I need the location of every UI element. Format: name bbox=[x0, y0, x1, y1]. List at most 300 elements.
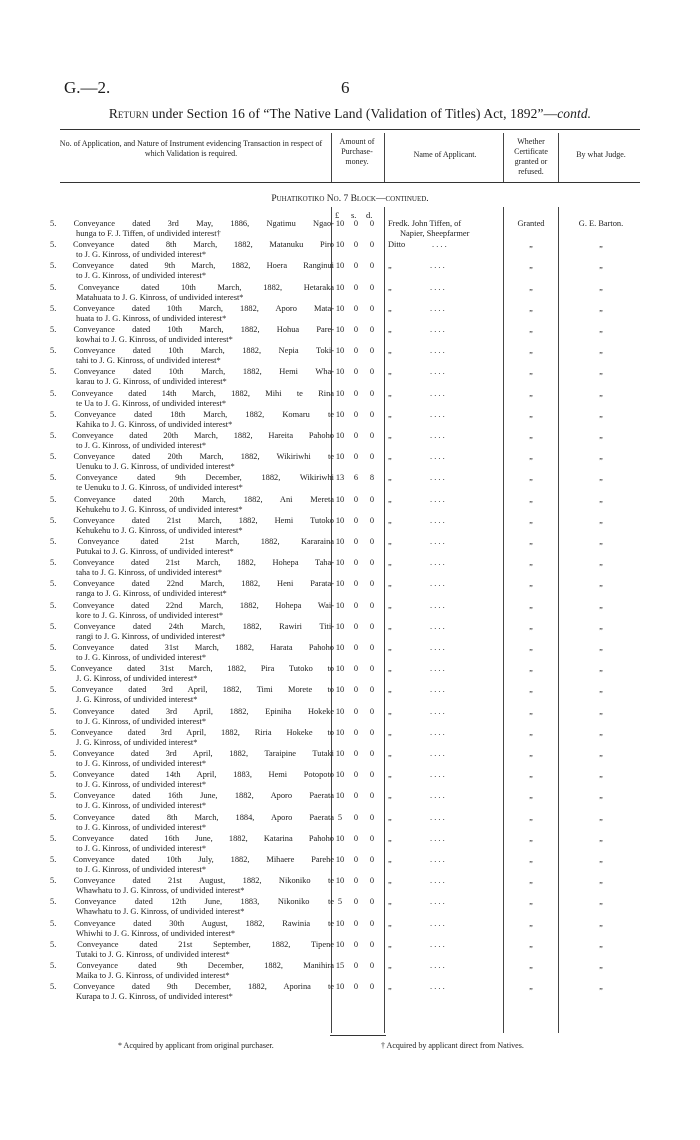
description-line: 5. Conveyance dated 3rd May, 1886, Ngatimu Ngao- bbox=[50, 219, 334, 228]
amount-shillings: 0 bbox=[353, 283, 359, 292]
applicant-line: „ bbox=[388, 325, 392, 334]
description-line: Tutaki to J. G. Kinross, of undivided interest* bbox=[76, 949, 230, 959]
table-row bbox=[0, 770, 700, 791]
transaction-description bbox=[50, 283, 334, 302]
judge-name: „ bbox=[599, 516, 603, 525]
amount-pence: 0 bbox=[369, 283, 375, 292]
table-row bbox=[0, 813, 700, 834]
amount-shillings: 0 bbox=[353, 707, 359, 716]
table-row bbox=[0, 240, 700, 261]
judge-name: „ bbox=[599, 876, 603, 885]
header-bottom-rule bbox=[60, 182, 640, 183]
table-row bbox=[0, 728, 700, 749]
judge-name: „ bbox=[599, 473, 603, 482]
header-divider bbox=[558, 133, 559, 182]
transaction-description bbox=[50, 452, 334, 471]
amount-pounds: 10 bbox=[335, 367, 345, 376]
amount-shillings: 0 bbox=[353, 495, 359, 504]
amount-pounds: 10 bbox=[335, 431, 345, 440]
description-line: 5. Conveyance dated 31st March, 1882, Harata Pahoho bbox=[50, 643, 334, 652]
amount-shillings: 0 bbox=[353, 770, 359, 779]
leader-dots: . . . . bbox=[430, 685, 445, 694]
amount-pounds: 10 bbox=[335, 919, 345, 928]
column-header-nature: No. of Application, and Nature of Instrument evidencing Transaction in respect of which Validation is required. bbox=[59, 139, 323, 158]
description-line: 5. Conveyance dated 8th March, 1884, Aporo Paerata bbox=[50, 813, 334, 822]
column-header-applicant: Name of Applicant. bbox=[413, 150, 477, 159]
applicant-line: „ bbox=[388, 283, 392, 292]
header-divider bbox=[503, 133, 504, 182]
judge-name: „ bbox=[599, 749, 603, 758]
applicant-line: „ bbox=[388, 897, 392, 906]
amount-shillings: 0 bbox=[353, 876, 359, 885]
description-line: to J. G. Kinross, of undivided interest* bbox=[76, 716, 207, 726]
description-line: 5. Conveyance dated 22nd March, 1882, Heni Parata- bbox=[50, 579, 334, 588]
leader-dots: . . . . bbox=[430, 919, 445, 928]
applicant-line: „ bbox=[388, 516, 392, 525]
description-line: Matahuata to J. G. Kinross, of undivided interest* bbox=[76, 292, 244, 302]
description-line: 5. Conveyance dated 21st March, 1882, Kararaina bbox=[50, 537, 334, 546]
transaction-description bbox=[50, 664, 334, 683]
description-line: 5. Conveyance dated 10th March, 1882, Nepia Toki- bbox=[50, 346, 334, 355]
amount-pounds: 10 bbox=[335, 325, 345, 334]
judge-name: „ bbox=[599, 707, 603, 716]
transaction-description bbox=[50, 834, 334, 853]
description-line: to J. G. Kinross, of undivided interest* bbox=[76, 440, 207, 450]
header-top-rule bbox=[60, 129, 640, 130]
column-header-judge: By what Judge. bbox=[576, 150, 626, 159]
judge-name: „ bbox=[599, 346, 603, 355]
applicant-line: „ bbox=[388, 579, 392, 588]
table-row bbox=[0, 452, 700, 473]
amount-pounds: 10 bbox=[335, 664, 345, 673]
transaction-description bbox=[50, 325, 334, 344]
leader-dots: . . . . bbox=[430, 940, 445, 949]
certificate-status: „ bbox=[529, 304, 533, 313]
amount-pence: 0 bbox=[369, 579, 375, 588]
amount-pounds: 10 bbox=[335, 940, 345, 949]
description-line: 5. Conveyance dated 21st March, 1882, Hemi Tutoko bbox=[50, 516, 334, 525]
shillings-label: s. bbox=[351, 210, 357, 220]
applicant-line: „ bbox=[388, 961, 392, 970]
leader-dots: . . . . bbox=[430, 643, 445, 652]
certificate-status: „ bbox=[529, 431, 533, 440]
amount-shillings: 0 bbox=[353, 940, 359, 949]
transaction-description bbox=[50, 813, 334, 832]
applicant-line: „ bbox=[388, 601, 392, 610]
transaction-description bbox=[50, 495, 334, 514]
description-line: ranga to J. G. Kinross, of undivided interest* bbox=[76, 588, 227, 598]
amount-shillings: 0 bbox=[353, 919, 359, 928]
table-row bbox=[0, 622, 700, 643]
amount-shillings: 0 bbox=[353, 982, 359, 991]
transaction-description bbox=[50, 601, 334, 620]
amount-pence: 0 bbox=[369, 876, 375, 885]
amount-pounds: 10 bbox=[335, 601, 345, 610]
amount-shillings: 0 bbox=[353, 685, 359, 694]
description-line: to J. G. Kinross, of undivided interest* bbox=[76, 822, 207, 832]
leader-dots: . . . . bbox=[430, 431, 445, 440]
description-line: to J. G. Kinross, of undivided interest* bbox=[76, 843, 207, 853]
judge-name: „ bbox=[599, 685, 603, 694]
leader-dots: . . . . bbox=[430, 749, 445, 758]
amount-pence: 0 bbox=[369, 516, 375, 525]
amount-pence: 0 bbox=[369, 367, 375, 376]
leader-dots: . . . . bbox=[430, 495, 445, 504]
amount-pounds: 10 bbox=[335, 240, 345, 249]
amount-shillings: 0 bbox=[353, 558, 359, 567]
amount-pence: 0 bbox=[369, 643, 375, 652]
description-line: 5. Conveyance dated 14th April, 1883, Hemi Potopoto bbox=[50, 770, 334, 779]
table-row bbox=[0, 601, 700, 622]
transaction-description bbox=[50, 473, 334, 492]
amount-pounds: 10 bbox=[335, 982, 345, 991]
certificate-status: „ bbox=[529, 940, 533, 949]
certificate-status: „ bbox=[529, 622, 533, 631]
pounds-label: £ bbox=[335, 210, 340, 220]
amount-pounds: 10 bbox=[335, 770, 345, 779]
table-row bbox=[0, 473, 700, 494]
amount-pounds: 10 bbox=[335, 834, 345, 843]
judge-name: „ bbox=[599, 495, 603, 504]
transaction-description bbox=[50, 367, 334, 386]
transaction-description bbox=[50, 240, 334, 259]
judge-name: „ bbox=[599, 325, 603, 334]
applicant-line: „ bbox=[388, 410, 392, 419]
pence-label: d. bbox=[366, 210, 373, 220]
description-line: to J. G. Kinross, of undivided interest* bbox=[76, 758, 207, 768]
amount-shillings: 0 bbox=[353, 601, 359, 610]
table-row bbox=[0, 707, 700, 728]
amount-pence: 0 bbox=[369, 495, 375, 504]
description-line: 5. Conveyance dated 21st March, 1882, Hohepa Taha- bbox=[50, 558, 334, 567]
table-row bbox=[0, 834, 700, 855]
amount-shillings: 0 bbox=[353, 897, 359, 906]
leader-dots: . . . . bbox=[430, 791, 445, 800]
amount-pence: 0 bbox=[369, 304, 375, 313]
description-line: 5. Conveyance dated 30th August, 1882, Rawinia te bbox=[50, 919, 334, 928]
certificate-status: „ bbox=[529, 261, 533, 270]
certificate-status: „ bbox=[529, 685, 533, 694]
header-divider bbox=[331, 133, 332, 182]
judge-name: „ bbox=[599, 261, 603, 270]
description-line: 5. Conveyance dated 3rd April, 1882, Timi Morete to bbox=[50, 685, 334, 694]
certificate-status: „ bbox=[529, 834, 533, 843]
applicant-line: „ bbox=[388, 664, 392, 673]
amount-pounds: 10 bbox=[335, 261, 345, 270]
transaction-description bbox=[50, 219, 334, 238]
amount-shillings: 0 bbox=[353, 516, 359, 525]
applicant-name bbox=[388, 219, 500, 238]
description-line: to J. G. Kinross, of undivided interest* bbox=[76, 249, 207, 259]
amount-pence: 0 bbox=[369, 897, 375, 906]
amount-pence: 0 bbox=[369, 919, 375, 928]
judge-name: „ bbox=[599, 813, 603, 822]
transaction-description bbox=[50, 940, 334, 959]
judge-name: „ bbox=[599, 961, 603, 970]
applicant-line: „ bbox=[388, 770, 392, 779]
leader-dots: . . . . bbox=[430, 664, 445, 673]
table-row bbox=[0, 389, 700, 410]
column-header-certificate: Whether Certificate granted or refused. bbox=[514, 137, 548, 176]
transaction-description bbox=[50, 685, 334, 704]
applicant-line: „ bbox=[388, 261, 392, 270]
amount-shillings: 0 bbox=[353, 749, 359, 758]
amount-shillings: 0 bbox=[353, 452, 359, 461]
description-line: te Uenuku to J. G. Kinross, of undivided interest* bbox=[76, 482, 243, 492]
table-row bbox=[0, 791, 700, 812]
certificate-status: „ bbox=[529, 240, 533, 249]
certificate-status: „ bbox=[529, 537, 533, 546]
leader-dots: . . . . bbox=[430, 728, 445, 737]
amount-pence: 0 bbox=[369, 325, 375, 334]
certificate-status: „ bbox=[529, 643, 533, 652]
certificate-status: „ bbox=[529, 579, 533, 588]
amount-pence: 0 bbox=[369, 961, 375, 970]
table-row bbox=[0, 219, 700, 240]
judge-name: „ bbox=[599, 982, 603, 991]
amount-shillings: 0 bbox=[353, 961, 359, 970]
amount-shillings: 0 bbox=[353, 431, 359, 440]
leader-dots: . . . . bbox=[430, 707, 445, 716]
applicant-line: „ bbox=[388, 304, 392, 313]
amount-pence: 0 bbox=[369, 622, 375, 631]
table-row bbox=[0, 897, 700, 918]
transaction-description bbox=[50, 707, 334, 726]
leader-dots: . . . . bbox=[430, 601, 445, 610]
applicant-line: „ bbox=[388, 919, 392, 928]
amount-pence: 0 bbox=[369, 240, 375, 249]
certificate-status: „ bbox=[529, 919, 533, 928]
applicant-line: „ bbox=[388, 940, 392, 949]
transaction-description bbox=[50, 261, 334, 280]
description-line: 5. Conveyance dated 24th March, 1882, Rawiri Titi- bbox=[50, 622, 334, 631]
amount-pence: 8 bbox=[369, 473, 375, 482]
leader-dots: . . . . bbox=[430, 473, 445, 482]
certificate-status: „ bbox=[529, 495, 533, 504]
certificate-status: „ bbox=[529, 791, 533, 800]
transaction-description bbox=[50, 897, 334, 916]
footnote-star: * Acquired by applicant from original purchaser. bbox=[118, 1041, 274, 1050]
certificate-status: „ bbox=[529, 813, 533, 822]
transaction-description bbox=[50, 516, 334, 535]
amount-pence: 0 bbox=[369, 749, 375, 758]
amount-shillings: 0 bbox=[353, 304, 359, 313]
amount-pence: 0 bbox=[369, 346, 375, 355]
transaction-description bbox=[50, 410, 334, 429]
amount-pounds: 10 bbox=[335, 219, 345, 228]
amount-pounds: 10 bbox=[335, 685, 345, 694]
amount-shillings: 0 bbox=[353, 791, 359, 800]
certificate-status: „ bbox=[529, 558, 533, 567]
description-line: 5. Conveyance dated 16th June, 1882, Katarina Pahoho bbox=[50, 834, 334, 843]
judge-name: „ bbox=[599, 537, 603, 546]
amount-pounds: 10 bbox=[335, 558, 345, 567]
amount-pounds: 10 bbox=[335, 728, 345, 737]
transaction-description bbox=[50, 346, 334, 365]
applicant-line: „ bbox=[388, 643, 392, 652]
applicant-line: „ bbox=[388, 728, 392, 737]
amount-shillings: 0 bbox=[353, 240, 359, 249]
amount-shillings: 0 bbox=[353, 346, 359, 355]
leader-dots: . . . . bbox=[432, 240, 447, 249]
judge-name: „ bbox=[599, 240, 603, 249]
description-line: 5. Conveyance dated 10th July, 1882, Mihaere Parehe bbox=[50, 855, 334, 864]
amount-pence: 0 bbox=[369, 982, 375, 991]
applicant-line: „ bbox=[388, 452, 392, 461]
leader-dots: . . . . bbox=[430, 389, 445, 398]
description-line: 5. Conveyance dated 10th March, 1882, Hemi Wha- bbox=[50, 367, 334, 376]
leader-dots: . . . . bbox=[430, 770, 445, 779]
description-line: 5. Conveyance dated 22nd March, 1882, Hohepa Wai- bbox=[50, 601, 334, 610]
description-line: 5. Conveyance dated 10th March, 1882, Hetaraka bbox=[50, 283, 334, 292]
amount-shillings: 0 bbox=[353, 410, 359, 419]
table-row bbox=[0, 940, 700, 961]
description-line: huata to J. G. Kinross, of undivided interest* bbox=[76, 313, 227, 323]
amount-shillings: 0 bbox=[353, 325, 359, 334]
applicant-line: „ bbox=[388, 495, 392, 504]
transaction-description bbox=[50, 622, 334, 641]
description-line: Kahika to J. G. Kinross, of undivided interest* bbox=[76, 419, 233, 429]
amount-pounds: 10 bbox=[335, 410, 345, 419]
transaction-description bbox=[50, 982, 334, 1001]
table-row bbox=[0, 685, 700, 706]
judge-name: „ bbox=[599, 940, 603, 949]
amount-shillings: 0 bbox=[353, 728, 359, 737]
description-line: taha to J. G. Kinross, of undivided interest* bbox=[76, 567, 223, 577]
header-divider bbox=[384, 133, 385, 182]
transaction-description bbox=[50, 770, 334, 789]
certificate-status: „ bbox=[529, 452, 533, 461]
description-line: Putukai to J. G. Kinross, of undivided interest* bbox=[76, 546, 234, 556]
certificate-status: „ bbox=[529, 389, 533, 398]
certificate-status: Granted bbox=[517, 219, 545, 228]
amount-shillings: 0 bbox=[353, 834, 359, 843]
description-line: 5. Conveyance dated 10th March, 1882, Hohua Pare- bbox=[50, 325, 334, 334]
judge-name: „ bbox=[599, 643, 603, 652]
certificate-status: „ bbox=[529, 749, 533, 758]
description-line: Uenuku to J. G. Kinross, of undivided interest* bbox=[76, 461, 235, 471]
page-id: G.—2. bbox=[64, 78, 111, 97]
amount-pence: 0 bbox=[369, 813, 375, 822]
judge-name: „ bbox=[599, 579, 603, 588]
transaction-description bbox=[50, 431, 334, 450]
table-row bbox=[0, 431, 700, 452]
transaction-description bbox=[50, 919, 334, 938]
description-line: 5. Conveyance dated 9th December, 1882, Aporina te bbox=[50, 982, 334, 991]
applicant-line: „ bbox=[388, 749, 392, 758]
applicant-line: „ bbox=[388, 473, 392, 482]
judge-name: „ bbox=[599, 558, 603, 567]
judge-name: „ bbox=[599, 622, 603, 631]
amount-pounds: 15 bbox=[335, 961, 345, 970]
description-line: 5. Conveyance dated 18th March, 1882, Komaru te bbox=[50, 410, 334, 419]
judge-name: „ bbox=[599, 919, 603, 928]
return-title-lead: Return bbox=[108, 106, 149, 121]
description-line: Whawhatu to J. G. Kinross, of undivided interest* bbox=[76, 885, 245, 895]
leader-dots: . . . . bbox=[430, 876, 445, 885]
description-line: 5. Conveyance dated 3rd April, 1882, Riria Hokeke to bbox=[50, 728, 334, 737]
description-line: 5. Conveyance dated 9th March, 1882, Hoera Ranginui bbox=[50, 261, 334, 270]
description-line: 5. Conveyance dated 20th March, 1882, Ani Mereta bbox=[50, 495, 334, 504]
transaction-description bbox=[50, 579, 334, 598]
amount-pounds: 10 bbox=[335, 283, 345, 292]
leader-dots: . . . . bbox=[430, 558, 445, 567]
amount-pence: 0 bbox=[369, 410, 375, 419]
certificate-status: „ bbox=[529, 410, 533, 419]
description-line: to J. G. Kinross, of undivided interest* bbox=[76, 800, 207, 810]
amount-pence: 0 bbox=[369, 834, 375, 843]
certificate-status: „ bbox=[529, 770, 533, 779]
judge-name: „ bbox=[599, 367, 603, 376]
amount-pence: 0 bbox=[369, 770, 375, 779]
amount-shillings: 0 bbox=[353, 219, 359, 228]
page-number: 6 bbox=[341, 78, 350, 97]
description-line: to J. G. Kinross, of undivided interest* bbox=[76, 864, 207, 874]
judge-name: „ bbox=[599, 897, 603, 906]
judge-name: „ bbox=[599, 601, 603, 610]
certificate-status: „ bbox=[529, 516, 533, 525]
amount-pounds: 5 bbox=[337, 897, 343, 906]
amount-shillings: 0 bbox=[353, 664, 359, 673]
amount-pounds: 10 bbox=[335, 622, 345, 631]
transaction-description bbox=[50, 389, 334, 408]
transaction-description bbox=[50, 749, 334, 768]
judge-name: „ bbox=[599, 770, 603, 779]
applicant-line: „ bbox=[388, 537, 392, 546]
footnote-dagger: † Acquired by applicant direct from Natives. bbox=[381, 1041, 524, 1050]
certificate-status: „ bbox=[529, 897, 533, 906]
transaction-description bbox=[50, 791, 334, 810]
judge-name: „ bbox=[599, 431, 603, 440]
table-row bbox=[0, 261, 700, 282]
amount-pounds: 10 bbox=[335, 579, 345, 588]
amount-pence: 0 bbox=[369, 452, 375, 461]
amount-pence: 0 bbox=[369, 855, 375, 864]
applicant-line: „ bbox=[388, 389, 392, 398]
amount-shillings: 0 bbox=[353, 389, 359, 398]
certificate-status: „ bbox=[529, 728, 533, 737]
return-title-text: under Section 16 of “The Native Land (Validation of Titles) Act, 1892”— bbox=[148, 106, 558, 121]
judge-name: „ bbox=[599, 283, 603, 292]
certificate-status: „ bbox=[529, 473, 533, 482]
description-line: J. G. Kinross, of undivided interest* bbox=[76, 673, 198, 683]
table-row bbox=[0, 304, 700, 325]
amount-pence: 0 bbox=[369, 685, 375, 694]
column-header-amount: Amount of Purchase-money. bbox=[339, 137, 375, 166]
applicant-line: „ bbox=[388, 346, 392, 355]
certificate-status: „ bbox=[529, 982, 533, 991]
amount-pence: 0 bbox=[369, 664, 375, 673]
amount-total-rule bbox=[330, 1035, 386, 1036]
description-line: 5. Conveyance dated 14th March, 1882, Mihi te Rina bbox=[50, 389, 334, 398]
judge-name: „ bbox=[599, 389, 603, 398]
amount-pence: 0 bbox=[369, 558, 375, 567]
amount-shillings: 0 bbox=[353, 367, 359, 376]
description-line: Whiwhi to J. G. Kinross, of undivided interest* bbox=[76, 928, 236, 938]
description-line: to J. G. Kinross, of undivided interest* bbox=[76, 270, 207, 280]
amount-shillings: 0 bbox=[353, 622, 359, 631]
amount-pounds: 10 bbox=[335, 304, 345, 313]
leader-dots: . . . . bbox=[430, 452, 445, 461]
amount-shillings: 0 bbox=[353, 855, 359, 864]
description-line: 5. Conveyance dated 16th June, 1882, Aporo Paerata bbox=[50, 791, 334, 800]
judge-name: „ bbox=[599, 452, 603, 461]
description-line: 5. Conveyance dated 8th March, 1882, Matanuku Piro bbox=[50, 240, 334, 249]
table-row bbox=[0, 961, 700, 982]
table-row bbox=[0, 410, 700, 431]
applicant-line: Napier, Sheepfarmer bbox=[400, 228, 470, 238]
amount-pounds: 10 bbox=[335, 707, 345, 716]
